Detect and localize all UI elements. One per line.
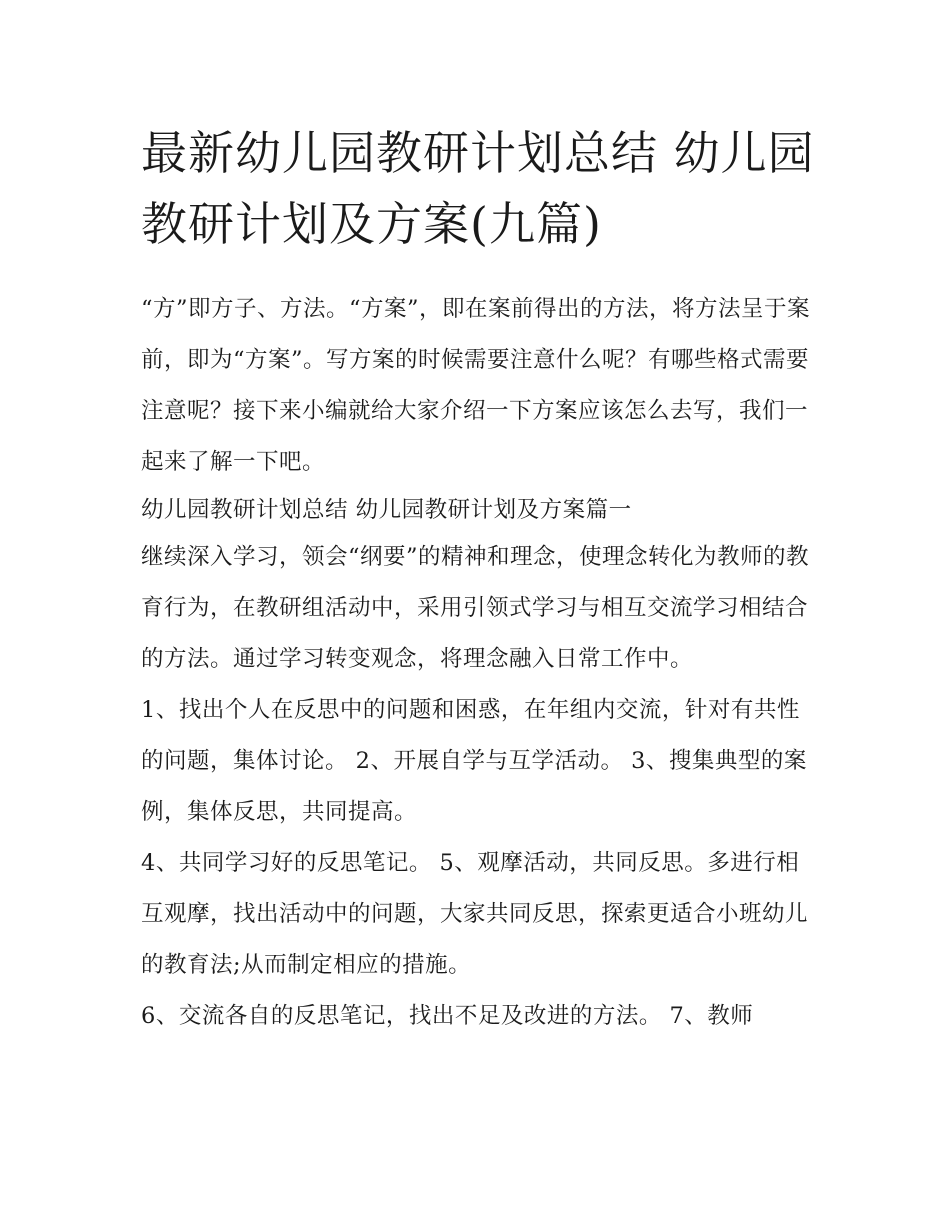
intro-paragraph: “方”即方子、方法。“方案”，即在案前得出的方法，将方法呈于案前，即为“方案”。写方案的时候需要注意什么呢？有哪些格式需要注意呢？接下来小编就给大家介绍一下方案应该怎么去写，我们一起来了解一下吧。: [141, 296, 811, 475]
body-paragraph: 继续深入学习，领会“纲要”的精神和理念，使理念转化为教师的教育行为，在教研组活动中，采用引领式学习与相互交流学习相结合的方法。通过学习转变观念，将理念融入日常工作中。: [141, 544, 810, 672]
body-paragraph: 1、找出个人在反思中的问题和困惑，在年组内交流，针对有共性的问题，集体讨论。 2、开展自学与互学活动。 3、搜集典型的案例，集体反思，共同提高。: [141, 697, 807, 825]
body-paragraph: 6、交流各自的反思笔记，找出不足及改进的方法。 7、教师: [141, 1003, 754, 1029]
section-heading: 幼儿园教研计划总结 幼儿园教研计划及方案篇一: [141, 497, 632, 523]
document-title: 最新幼儿园教研计划总结 幼儿园教研计划及方案(九篇): [141, 126, 815, 251]
document-body: [141, 118, 821, 1042]
body-paragraph: 4、共同学习好的反思笔记。 5、观摩活动，共同反思。多进行相互观摩，找出活动中的问题，大家共同反思，探索更适合小班幼儿的教育法;从而制定相应的措施。: [141, 850, 809, 978]
